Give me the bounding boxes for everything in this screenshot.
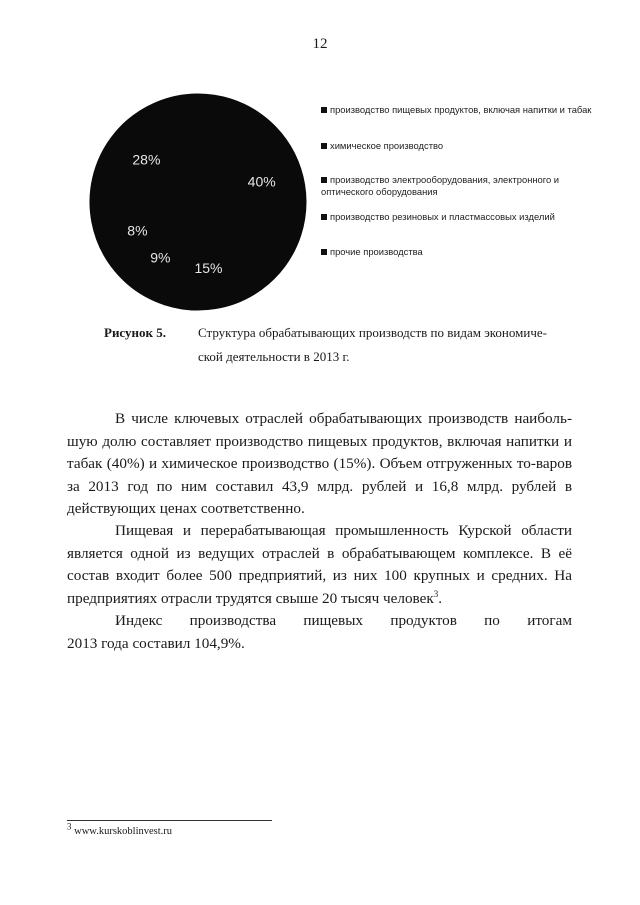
legend-square-icon [321, 249, 327, 255]
legend-label: химическое производство [330, 140, 444, 151]
legend-label: производство пищевых продуктов, включая напитки и табак [330, 104, 592, 115]
pie-slice-label: 40% [247, 173, 276, 190]
footnote-divider [67, 820, 272, 821]
word: продуктов [390, 612, 457, 629]
legend-item [321, 140, 596, 152]
figure-caption-line2: ской деятельности в 2013 г. [198, 349, 350, 364]
paragraph-2-text: Пищевая и перерабатывающая промышленность Курской области является одной из ведущих отраслей в обрабатывающем комплексе. В её состав входит более 500 предприятий, из них 100 крупных и средних. На предприятиях отрасли трудятся свыше 20 тысяч человек [67, 522, 572, 607]
pie-chart [88, 92, 308, 312]
legend-square-icon [321, 107, 327, 113]
word: по [484, 612, 500, 629]
legend-label: производство электрооборудования, электронного и оптического оборудования [321, 174, 560, 197]
paragraph-3-line1 [67, 610, 572, 633]
figure-caption-line1: Структура обрабатывающих производств по видам экономиче- [198, 325, 547, 340]
pie-slice-label: 8% [127, 222, 148, 239]
legend-label: прочие производства [330, 246, 423, 257]
word: итогам [527, 612, 572, 629]
legend-label: производство резиновых и пластмассовых изделий [330, 211, 555, 222]
word: пищевых [303, 612, 364, 629]
paragraph-3 [67, 610, 572, 655]
footnote-number: 3 [67, 821, 72, 832]
pie-slice-label: 9% [150, 249, 171, 266]
page-number: 12 [312, 36, 328, 52]
word: Индекс [115, 612, 163, 629]
legend-item [321, 246, 596, 258]
legend-item [321, 174, 596, 198]
paragraph-3-line2: 2013 года составил 104,9%. [67, 634, 245, 652]
legend-square-icon [321, 214, 327, 220]
footnote-ref: 3 [433, 588, 439, 599]
footnote [67, 821, 173, 837]
legend-square-icon [321, 143, 327, 149]
legend-item [321, 211, 596, 223]
paragraph-1: В числе ключевых отраслей обрабатывающих производств наиболь-шую долю составляет производство пищевых продуктов, включая напитки и табак (40%) и химическое производство (15%). Объем отгруженных то-варов за 2013 год по ним составил 43,9 млрд. рублей и 16,8 млрд. рублей в действующих ценах соответственно. [67, 410, 572, 518]
legend-item [321, 104, 596, 116]
paragraph-2 [67, 520, 572, 610]
word: производства [189, 612, 277, 629]
legend-square-icon [321, 177, 327, 183]
pie-slice-label: 28% [132, 151, 161, 168]
footnote-link[interactable]: www.kurskoblinvest.ru [74, 826, 173, 837]
paragraph-2-end: . [438, 589, 443, 607]
pie-slice-label: 15% [194, 260, 223, 277]
figure-label: Рисунок 5. [104, 325, 167, 340]
